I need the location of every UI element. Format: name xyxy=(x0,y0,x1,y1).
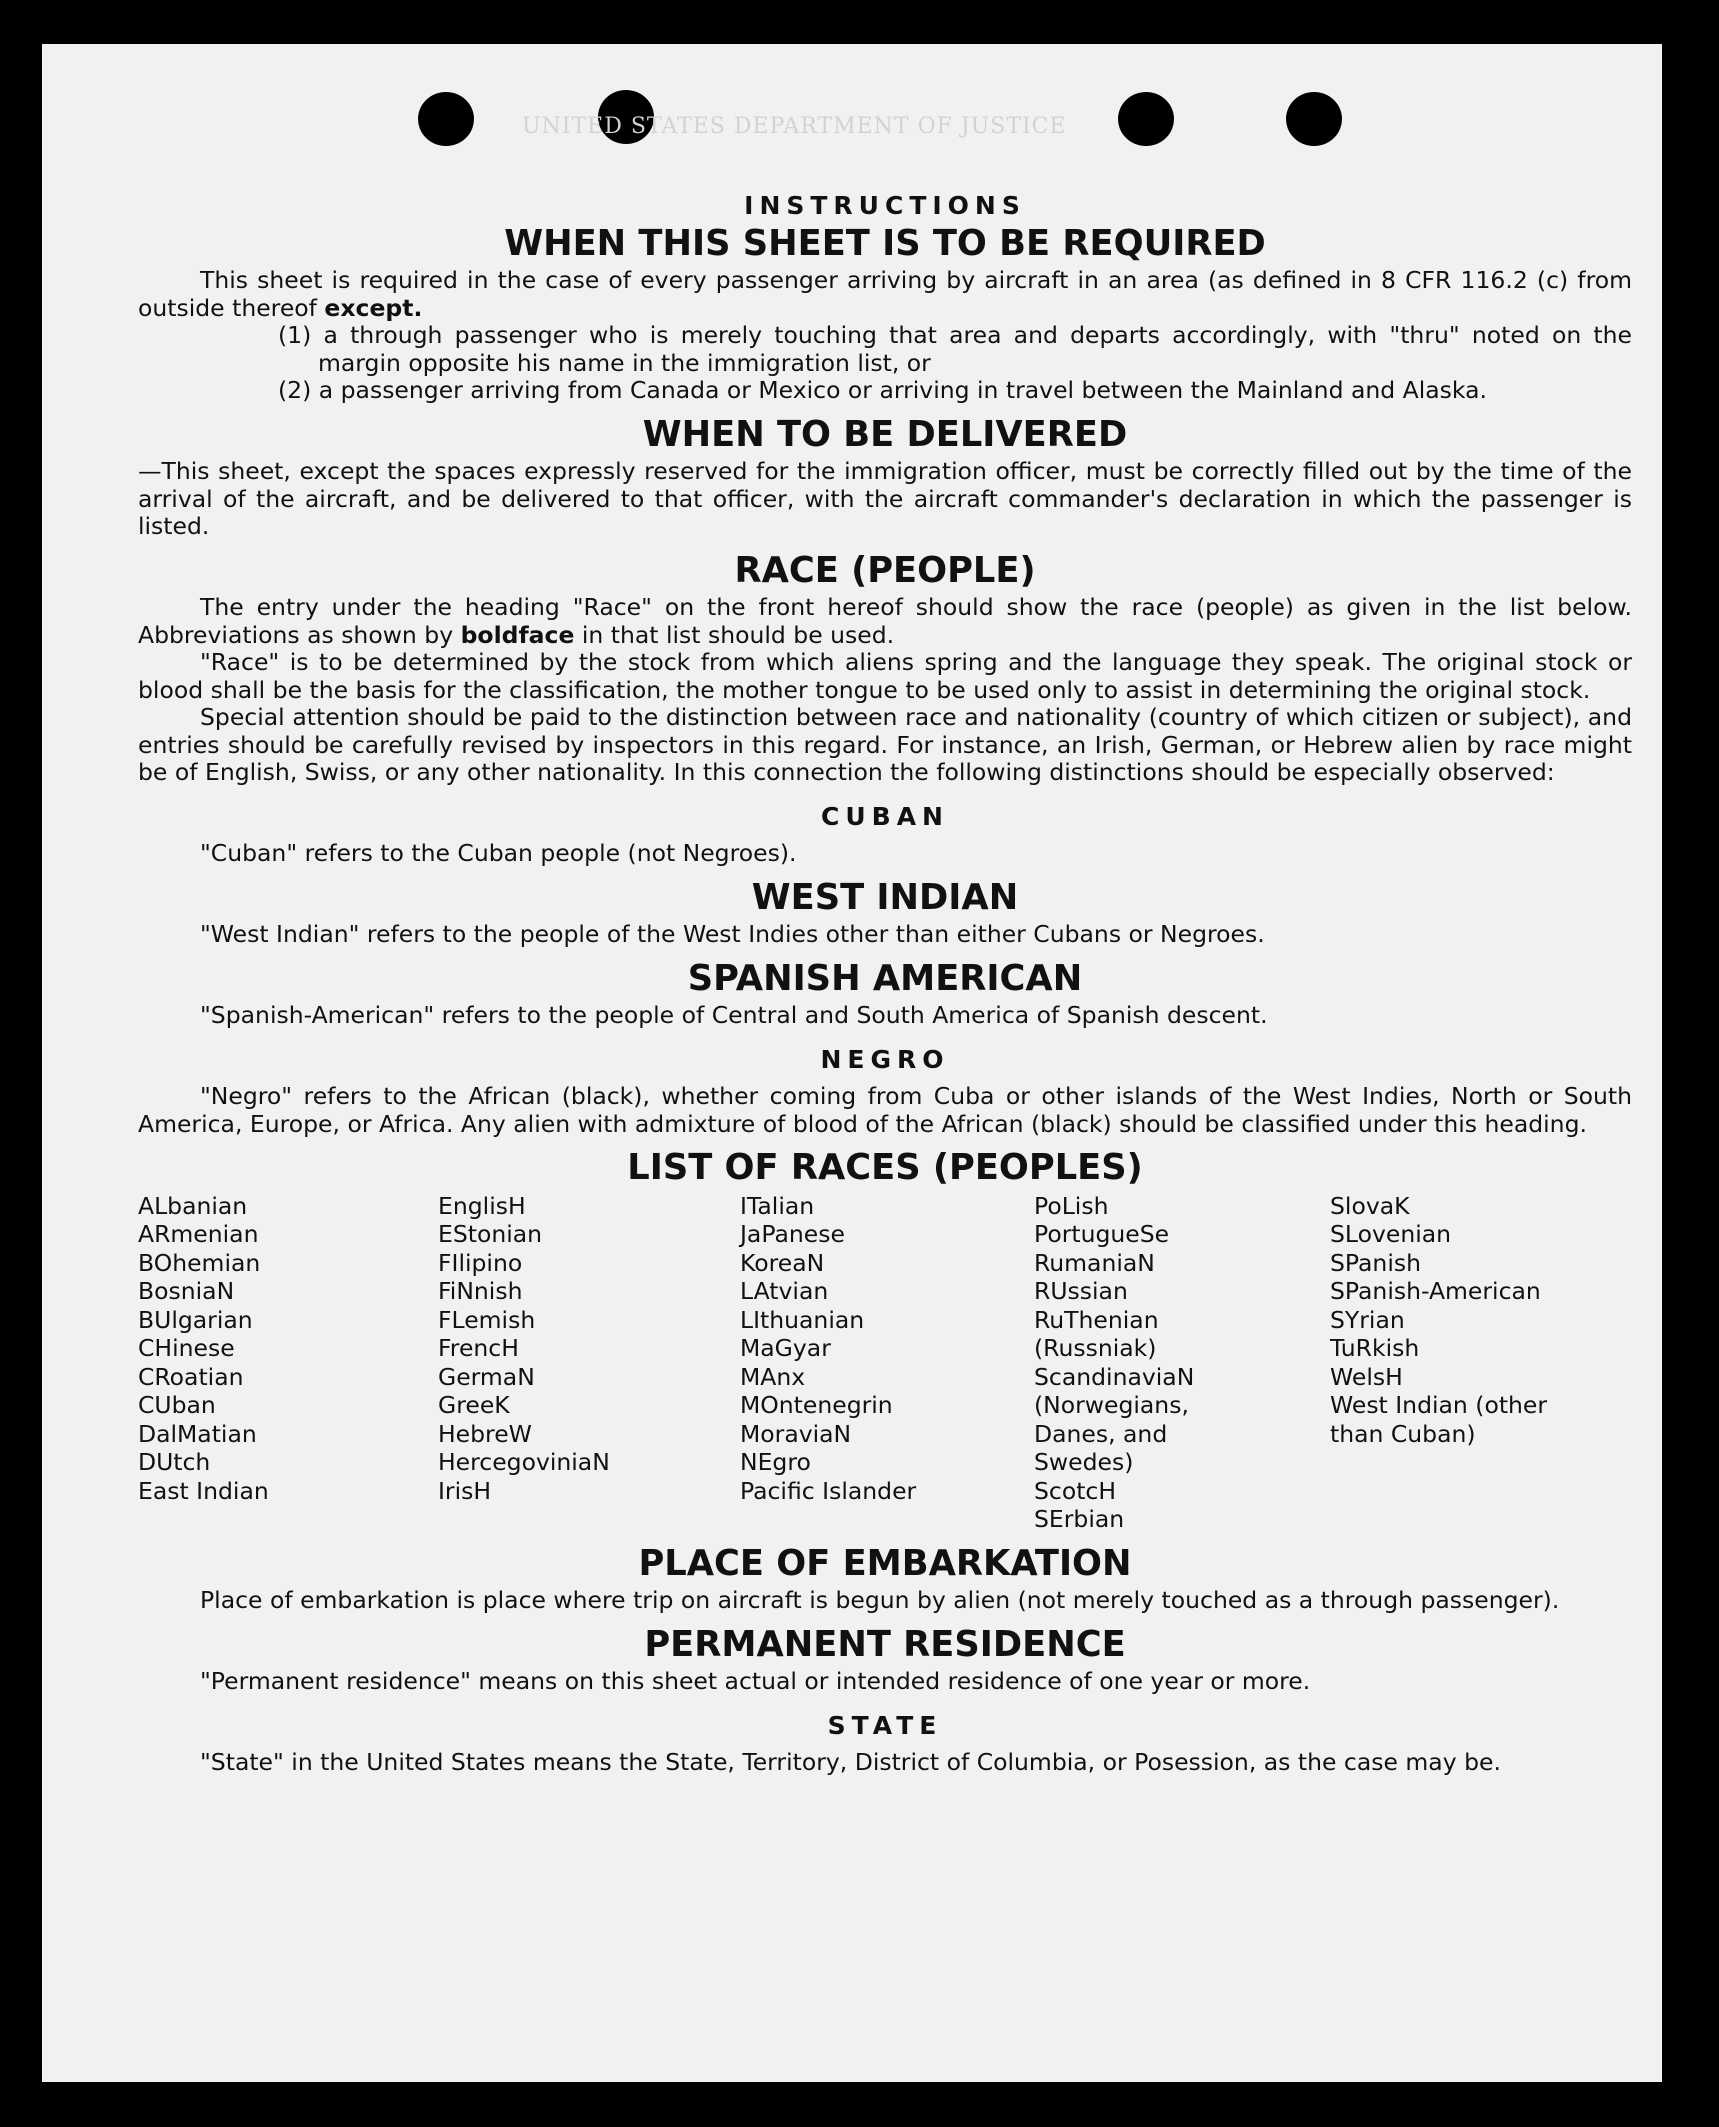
race-item: CRoatian xyxy=(138,1362,244,1391)
race-item: BOhemian xyxy=(138,1248,261,1277)
race-item: ARmenian xyxy=(138,1220,259,1248)
race-item: SPanish xyxy=(1330,1248,1421,1277)
race-item: SYrian xyxy=(1330,1305,1405,1334)
cuban-paragraph: "Cuban" refers to the Cuban people (not Negroes). xyxy=(200,839,797,867)
negro-paragraph: "Negro" refers to the African (black), whether coming from Cuba or other islands of the West Indies, North or South America, Europe, or Africa. Any alien with admixture of blood of the African (black) should be classified under this heading. xyxy=(138,1082,1632,1138)
race-item: MaGyar xyxy=(740,1334,831,1362)
race-item: FiNnish xyxy=(438,1277,523,1305)
race-item: DalMatian xyxy=(138,1419,257,1448)
race-item: PortugueSe xyxy=(1034,1220,1170,1248)
heading-list-of-races: LIST OF RACES (PEOPLES) xyxy=(627,1147,1143,1188)
heading-race: RACE (PEOPLE) xyxy=(734,549,1036,591)
race-item: HercegoviniaN xyxy=(438,1448,610,1476)
race-item: RumaniaN xyxy=(1034,1248,1155,1277)
races-column-1 xyxy=(138,1192,438,1534)
race-item: GermaN xyxy=(438,1362,535,1391)
state-paragraph: "State" in the United States means the State, Territory, District of Columbia, or Posession, as the case may be. xyxy=(200,1748,1501,1776)
page-title: INSTRUCTIONS xyxy=(744,191,1026,220)
race-item: ALbanian xyxy=(138,1191,248,1220)
race-item: PoLish xyxy=(1034,1191,1109,1220)
race-item: LAtvian xyxy=(740,1277,829,1305)
heading-negro: NEGRO xyxy=(820,1044,950,1074)
race-item: West Indian (other than Cuban) xyxy=(1330,1391,1548,1448)
race-item: JaPanese xyxy=(740,1220,845,1248)
race-item: SlovaK xyxy=(1330,1191,1410,1220)
race-item: EStonian xyxy=(438,1220,543,1248)
heading-embarkation: PLACE OF EMBARKATION xyxy=(638,1542,1132,1584)
punch-hole-3 xyxy=(1118,92,1174,146)
embarkation-paragraph: Place of embarkation is place where trip on aircraft is begun by alien (not merely touched as a through passenger). xyxy=(200,1586,1560,1614)
heading-cuban: CUBAN xyxy=(821,801,949,831)
race-item: IrisH xyxy=(438,1476,492,1505)
race-item: RuThenian (Russniak) xyxy=(1034,1305,1159,1362)
race-paragraph-2: "Race" is to be determined by the stock from which aliens spring and the language they speak. The original stock or blood shall be the basis for the classification, the mother tongue to be used only to assist in determining the original stock. xyxy=(138,648,1632,704)
spanish-american-paragraph: "Spanish-American" refers to the people of Central and South America of Spanish descent. xyxy=(200,1001,1268,1029)
heading-west-indian: WEST INDIAN xyxy=(751,876,1019,918)
races-column-5 xyxy=(1330,1192,1630,1534)
races-column-4 xyxy=(1034,1192,1330,1534)
races-column-3 xyxy=(740,1192,1034,1534)
race-item: RUssian xyxy=(1034,1277,1128,1305)
race-item: GreeK xyxy=(438,1391,510,1419)
required-paragraph: This sheet is required in the case of every passenger arriving by aircraft in an area (as defined in 8 CFR 116.2 (c) from outside thereof except. xyxy=(138,266,1632,322)
race-item: ScotcH xyxy=(1034,1476,1117,1505)
races-list xyxy=(138,1192,1632,1534)
race-item: SPanish-American xyxy=(1330,1277,1541,1305)
race-item: FLemish xyxy=(438,1305,536,1334)
race-item: TuRkish xyxy=(1330,1334,1420,1362)
heading-when-delivered: WHEN TO BE DELIVERED xyxy=(642,413,1128,455)
race-item: MAnx xyxy=(740,1362,806,1391)
races-column-2 xyxy=(438,1192,740,1534)
race-item: WelsH xyxy=(1330,1362,1403,1391)
race-item: East Indian xyxy=(138,1476,269,1505)
race-item: HebreW xyxy=(438,1419,532,1448)
race-item: NEgro xyxy=(740,1448,811,1476)
heading-spanish-american: SPANISH AMERICAN xyxy=(687,957,1083,999)
race-item: LIthuanian xyxy=(740,1305,865,1334)
race-item: KoreaN xyxy=(740,1248,825,1277)
instructions-body xyxy=(138,192,1632,1777)
race-item: BosniaN xyxy=(138,1277,235,1305)
bleed-through-header: UNITED STATES DEPARTMENT OF JUSTICE xyxy=(522,114,1067,139)
delivered-paragraph: —This sheet, except the spaces expressly reserved for the immigration officer, must be correctly filled out by the time of the arrival of the aircraft, and be delivered to that officer, with the aircraft commander's declaration in which the passenger is listed. xyxy=(138,457,1632,540)
race-item: SErbian xyxy=(1034,1505,1125,1533)
race-item: EnglisH xyxy=(438,1191,526,1220)
required-item-1: (1) a through passenger who is merely touching that area and departs accordingly, with "thru" noted on the margin opposite his name in the immigration list, or xyxy=(278,321,1632,377)
race-paragraph-3: Special attention should be paid to the distinction between race and nationality (country of which citizen or subject), and entries should be carefully revised by inspectors in this regard. For instance, an Irish, German, or Hebrew alien by race might be of English, Swiss, or any other nationality. In this connection the following distinctions should be especially observed: xyxy=(138,703,1632,786)
race-item: FIlipino xyxy=(438,1248,523,1277)
race-item: DUtch xyxy=(138,1448,211,1476)
heading-when-required: WHEN THIS SHEET IS TO BE REQUIRED xyxy=(504,222,1266,264)
race-paragraph-1: The entry under the heading "Race" on the front hereof should show the race (people) as given in the list below. Abbreviations as shown by boldface in that list should be used. xyxy=(138,593,1632,649)
race-item: MoraviaN xyxy=(740,1419,852,1448)
required-item-2: (2) a passenger arriving from Canada or Mexico or arriving in travel between the Mainland and Alaska. xyxy=(278,376,1487,404)
race-item: SLovenian xyxy=(1330,1220,1452,1248)
race-item: MOntenegrin xyxy=(740,1391,893,1419)
race-item: ScandinaviaN (Norwegians, Danes, and Swedes) xyxy=(1034,1362,1195,1476)
heading-permanent-residence: PERMANENT RESIDENCE xyxy=(644,1623,1126,1665)
heading-state: STATE xyxy=(827,1710,943,1740)
race-item: FrencH xyxy=(438,1334,519,1362)
race-item: Pacific Islander xyxy=(740,1476,917,1505)
race-item: CHinese xyxy=(138,1334,235,1362)
race-item: BUlgarian xyxy=(138,1305,253,1334)
punch-hole-4 xyxy=(1286,92,1342,146)
residence-paragraph: "Permanent residence" means on this sheet actual or intended residence of one year or more. xyxy=(200,1667,1311,1695)
race-item: ITalian xyxy=(740,1191,815,1220)
race-item: CUban xyxy=(138,1391,216,1419)
punch-hole-1 xyxy=(418,92,474,146)
west-indian-paragraph: "West Indian" refers to the people of the West Indies other than either Cubans or Negroes. xyxy=(200,920,1265,948)
document-page xyxy=(42,44,1662,2082)
